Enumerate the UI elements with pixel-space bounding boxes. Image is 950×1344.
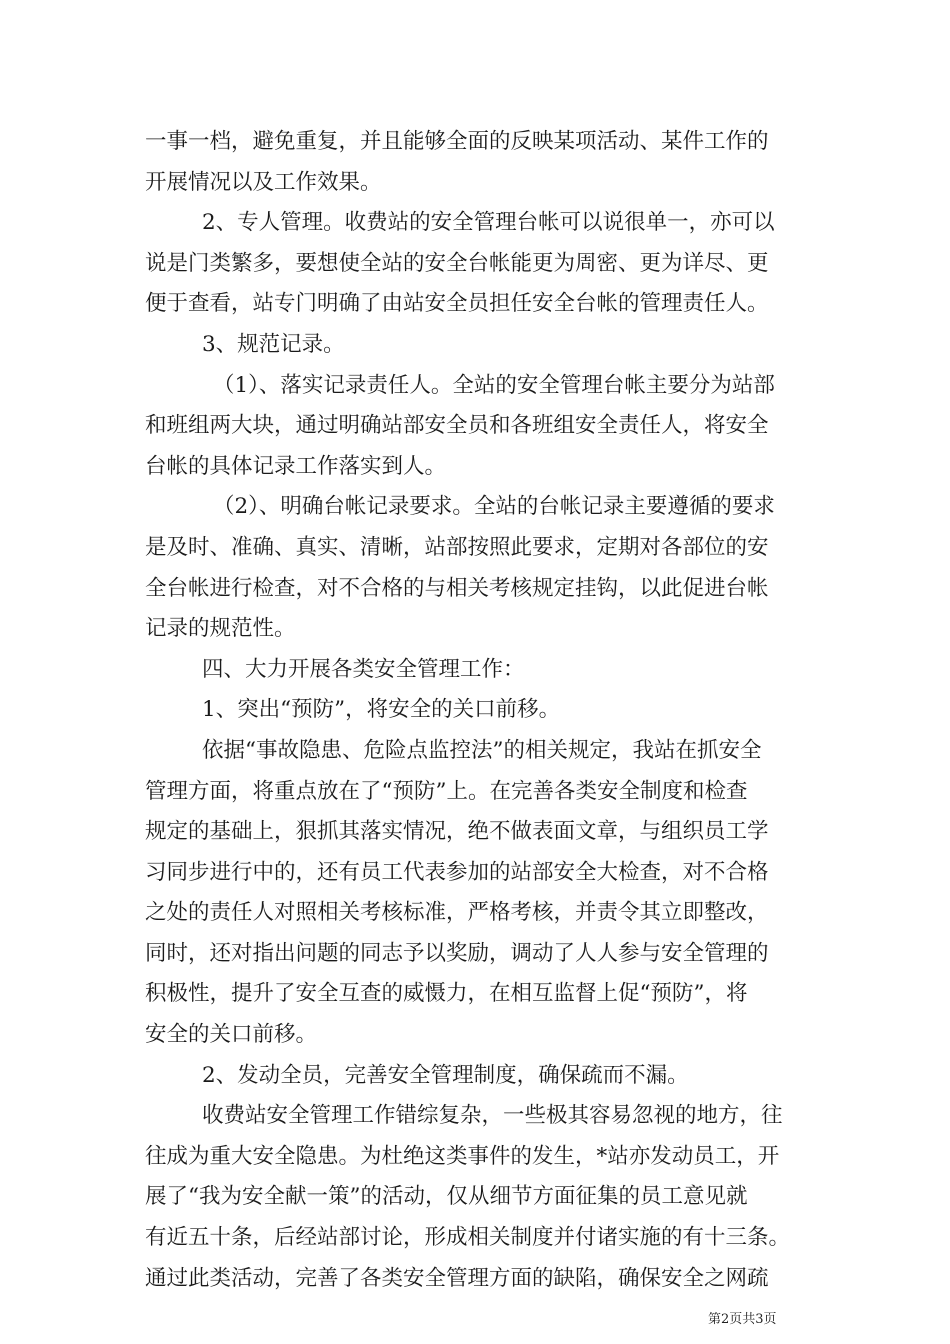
page-number: 第2页共3页 bbox=[708, 1312, 777, 1327]
text-line: 开展情况以及工作效果。 bbox=[145, 169, 382, 195]
text-line: 往成为重大安全隐患。为杜绝这类事件的发生，*站亦发动员工，开 bbox=[145, 1143, 780, 1169]
text-line: 全台帐进行检查，对不合格的与相关考核规定挂钩，以此促进台帐 bbox=[145, 575, 769, 601]
text-line: 2、专人管理。收费站的安全管理台帐可以说很单一，亦可以 bbox=[202, 210, 775, 236]
text-line: 3、规范记录。 bbox=[202, 331, 345, 357]
text-line: 收费站安全管理工作错综复杂，一些极其容易忽视的地方，往 bbox=[202, 1103, 783, 1129]
text-line: 和班组两大块，通过明确站部安全员和各班组安全责任人，将安全 bbox=[145, 413, 769, 439]
text-line: 一事一档，避免重复，并且能够全面的反映某项活动、某件工作的 bbox=[145, 129, 769, 154]
text-line: 同时，还对指出问题的同志予以奖励，调动了人人参与安全管理的 bbox=[145, 940, 769, 966]
text-line: 说是门类繁多，要想使全站的安全台帐能更为周密、更为详尽、更 bbox=[145, 250, 769, 276]
text-line: 1、突出“预防”，将安全的关口前移。 bbox=[202, 697, 561, 723]
text-line: 2、发动全员，完善安全管理制度，确保疏而不漏。 bbox=[202, 1062, 689, 1088]
text-line: 规定的基础上，狠抓其落实情况，绝不做表面文章，与组织员工学 bbox=[145, 819, 769, 845]
text-line: 是及时、准确、真实、清晰，站部按照此要求，定期对各部位的安 bbox=[145, 534, 769, 560]
text-line: 有近五十条，后经站部讨论，形成相关制度并付诸实施的有十三条。 bbox=[145, 1225, 791, 1251]
text-line: 记录的规范性。 bbox=[145, 616, 296, 642]
text-line: 通过此类活动，完善了各类安全管理方面的缺陷，确保安全之网疏 bbox=[145, 1265, 769, 1291]
text-line: 展了“我为安全献一策”的活动，仅从细节方面征集的员工意见就 bbox=[145, 1184, 748, 1210]
section-heading: 四、大力开展各类安全管理工作： bbox=[202, 656, 525, 682]
text-line: 安全的关口前移。 bbox=[145, 1022, 318, 1048]
text-line: 管理方面，将重点放在了“预防”上。在完善各类安全制度和检查 bbox=[145, 778, 748, 804]
text-line: 依据“事故隐患、危险点监控法”的相关规定，我站在抓安全 bbox=[202, 737, 762, 763]
text-line: 习同步进行中的，还有员工代表参加的站部安全大检查，对不合格 bbox=[145, 859, 769, 885]
text-line: 台帐的具体记录工作落实到人。 bbox=[145, 453, 447, 479]
text-line: （2）、明确台帐记录要求。全站的台帐记录主要遵循的要求 bbox=[213, 494, 775, 520]
text-line: 积极性，提升了安全互查的威慑力，在相互监督上促“预防”，将 bbox=[145, 981, 748, 1007]
text-line: 之处的责任人对照相关考核标准，严格考核，并责令其立即整改， bbox=[145, 900, 769, 926]
text-line: （1）、落实记录责任人。全站的安全管理台帐主要分为站部 bbox=[213, 372, 775, 398]
text-line: 便于查看，站专门明确了由站安全员担任安全台帐的管理责任人。 bbox=[145, 291, 769, 317]
document-body bbox=[145, 122, 825, 1299]
